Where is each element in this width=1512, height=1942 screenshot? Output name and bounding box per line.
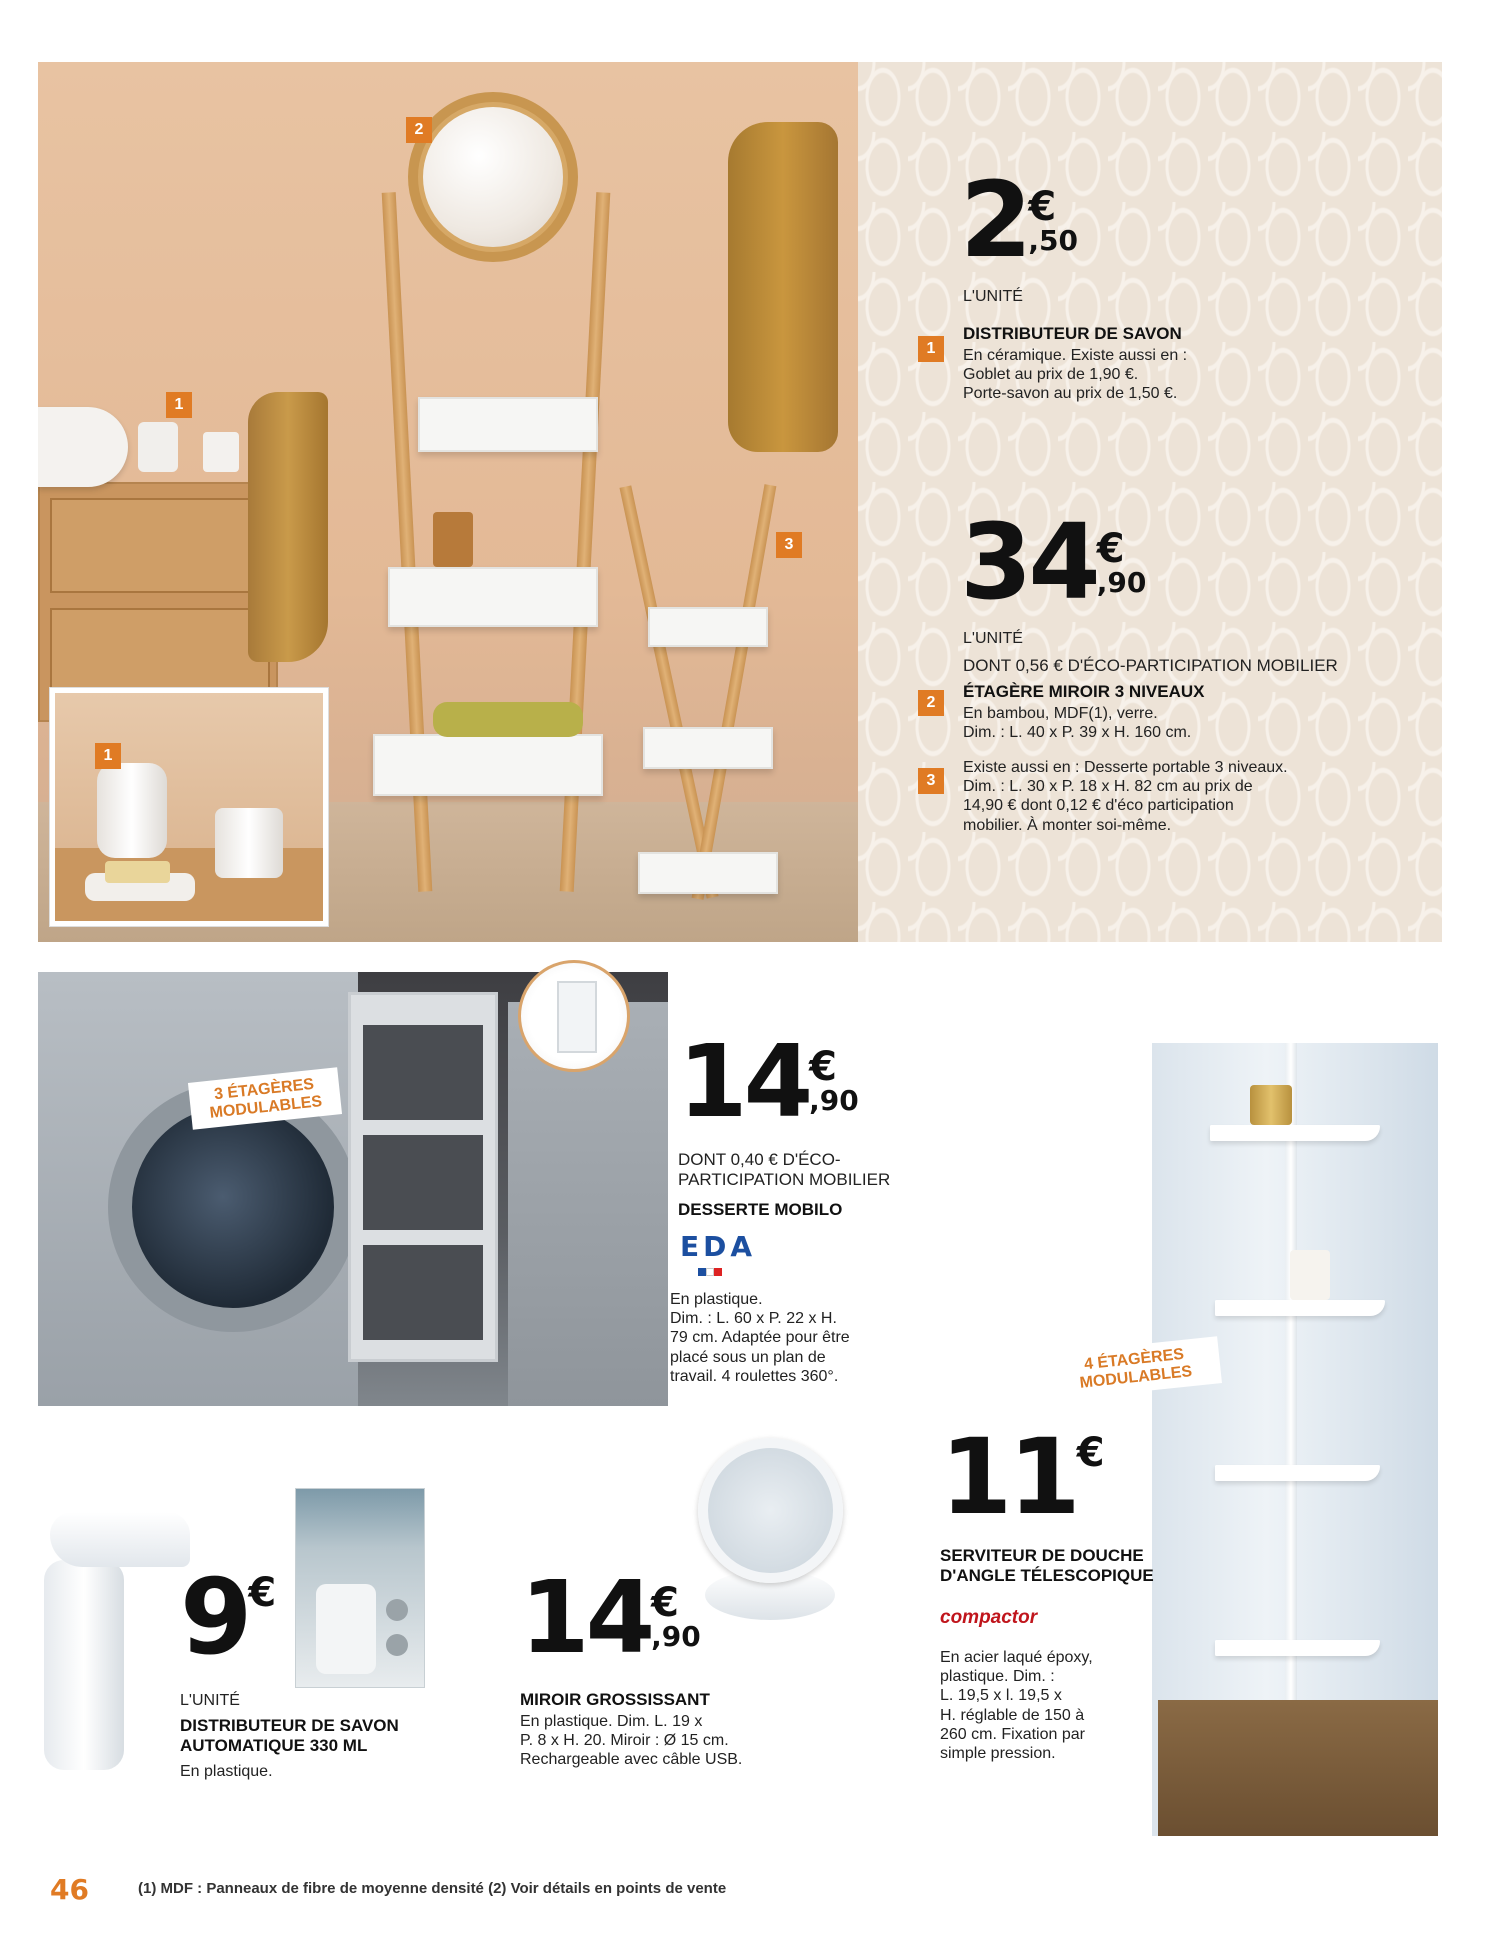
ladder-shelf-3: [373, 734, 603, 796]
mobilo-cart: [348, 992, 498, 1362]
soap-dispenser-small: [138, 422, 178, 472]
footnote: (1) MDF : Panneaux de fibre de moyenne densité (2) Voir détails en points de vente: [138, 1880, 727, 1897]
tag-3-shelves: 3 ÉTAGÈRES MODULABLES: [188, 1067, 342, 1130]
badge-3-photo: 3: [776, 532, 802, 558]
price-mobilo: 14€ ,90: [678, 1023, 859, 1140]
vanity-cabinet: [38, 482, 278, 722]
eco-participation-shelf: DONT 0,56 € D'ÉCO-PARTICIPATION MOBILIER: [963, 656, 1338, 675]
price-shelf-mirror: 34€ ,90: [960, 501, 1147, 623]
price-soap-dispenser: 2€ ,50: [960, 159, 1078, 281]
auto-dispenser-box: [295, 1488, 425, 1688]
price-shower-caddy: 11€: [940, 1416, 1105, 1538]
badge-1-offer: 1: [918, 336, 944, 362]
ladder-shelf-2: [388, 567, 598, 627]
price-auto-dispenser: 9€: [180, 1556, 277, 1678]
tumbler-small: [203, 432, 239, 472]
title-mobilo: DESSERTE MOBILO: [678, 1200, 843, 1219]
mobilo-inset-circle: [518, 960, 630, 1072]
compactor-logo: compactor: [940, 1607, 1038, 1628]
unit-label-shelf: L'UNITÉ: [963, 630, 1023, 647]
corner-shelf-1: [1210, 1125, 1380, 1141]
desc-shelf-mirror: En bambou, MDF(1), verre. Dim. : L. 40 x P. 39 x H. 160 cm.: [963, 705, 1192, 742]
gold-jar: [1250, 1085, 1292, 1125]
title-shower-caddy: SERVITEUR DE DOUCHE D'ANGLE TÉLESCOPIQUE: [940, 1546, 1154, 1585]
desc-shower-caddy: En acier laqué époxy, plastique. Dim. : L. 19,5 x l. 19,5 x H. réglable de 150 à 260 cm. Fixation par simple pression.: [940, 1649, 1093, 1762]
corner-shelf-2: [1215, 1300, 1385, 1316]
badge-1-inset: 1: [95, 743, 121, 769]
title-magnifying-mirror: MIROIR GROSSISSANT: [520, 1690, 710, 1709]
sink: [38, 407, 128, 487]
page-number: 46: [50, 1873, 89, 1906]
bottles: [433, 512, 473, 567]
toothbrush-cup: [1290, 1250, 1330, 1300]
eda-logo: EDA: [680, 1230, 810, 1280]
rolled-towels: [433, 702, 583, 737]
wooden-stool: [1158, 1700, 1438, 1836]
inset-soap-bar: [105, 861, 170, 883]
auto-dispenser-body: [44, 1560, 124, 1770]
badge-1-photo: 1: [166, 392, 192, 418]
badge-3-offer: 3: [918, 768, 944, 794]
price-magnifying-mirror: 14€ ,90: [520, 1559, 701, 1676]
badge-2-offer: 2: [918, 690, 944, 716]
badge-2-photo: 2: [406, 117, 432, 143]
desc-auto-dispenser: En plastique.: [180, 1763, 273, 1780]
title-soap-dispenser: DISTRIBUTEUR DE SAVON: [963, 324, 1182, 343]
inset-soap-dispenser: [97, 763, 167, 858]
trolley-shelf-3: [638, 852, 778, 894]
desc-soap-dispenser: En céramique. Existe aussi en : Goblet au prix de 1,90 €. Porte-savon au prix de 1,50 €.: [963, 347, 1188, 403]
trolley-shelf-1: [648, 607, 768, 647]
inset-tumbler: [215, 808, 283, 878]
trolley-shelf-2: [643, 727, 773, 769]
title-auto-dispenser: DISTRIBUTEUR DE SAVON AUTOMATIQUE 330 ML: [180, 1716, 399, 1755]
auto-dispenser-head: [50, 1512, 190, 1567]
unit-label-auto: L'UNITÉ: [180, 1692, 240, 1709]
ladder-shelf-1: [418, 397, 598, 452]
round-mirror-glass: [423, 107, 563, 247]
eco-participation-mobilo: DONT 0,40 € D'ÉCO- PARTICIPATION MOBILIER: [678, 1150, 891, 1190]
towel-left: [248, 392, 328, 662]
magnifying-mirror: [698, 1438, 843, 1583]
tag-4-shelves: 4 ÉTAGÈRES MODULABLES: [1048, 1336, 1222, 1401]
hanging-towel: [728, 122, 838, 452]
unit-label-soap: L'UNITÉ: [963, 288, 1023, 305]
desc-mobilo: En plastique. Dim. : L. 60 x P. 22 x H. 79 cm. Adaptée pour être placé sous un plan de travail. 4 roulettes 360°.: [670, 1290, 880, 1386]
title-shelf-mirror: ÉTAGÈRE MIROIR 3 NIVEAUX: [963, 682, 1205, 701]
desc-trolley-variant: Existe aussi en : Desserte portable 3 niveaux. Dim. : L. 30 x P. 18 x H. 82 cm au prix de 14,90 € dont 0,12 € d'éco participation mobilier. À monter soi-même.: [963, 759, 1288, 834]
corner-shelf-3: [1215, 1465, 1380, 1481]
desc-magnifying-mirror: En plastique. Dim. L. 19 x P. 8 x H. 20. Miroir : Ø 15 cm. Rechargeable avec câble USB.: [520, 1713, 743, 1769]
inset-soap-set: [50, 688, 328, 926]
corner-shelf-4: [1215, 1640, 1380, 1656]
